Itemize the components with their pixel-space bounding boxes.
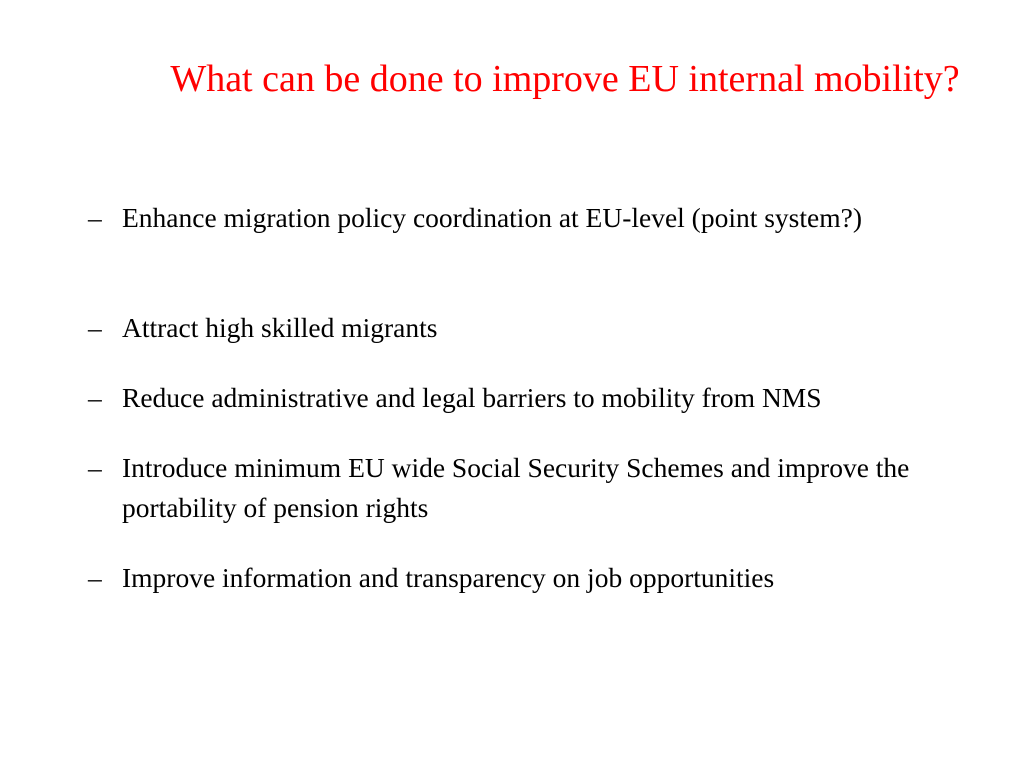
slide-title: What can be done to improve EU internal mobility? [170,58,960,100]
bullet-marker: – [88,452,102,483]
bullet-text: Attract high skilled migrants [122,312,438,343]
bullet-text: Improve information and transparency on job opportunities [122,562,775,593]
bullet-text: Enhance migration policy coordination at EU-level (point system?) [122,202,862,233]
bullet-text: Reduce administrative and legal barriers to mobility from NMS [122,382,822,413]
bullet-marker: – [88,202,102,233]
bullet-marker: – [88,312,102,343]
bullet-marker: – [88,562,102,593]
bullet-text: Introduce minimum EU wide Social Security Schemes and improve the portability of pension rights [122,452,910,523]
bullet-marker: – [88,382,102,413]
